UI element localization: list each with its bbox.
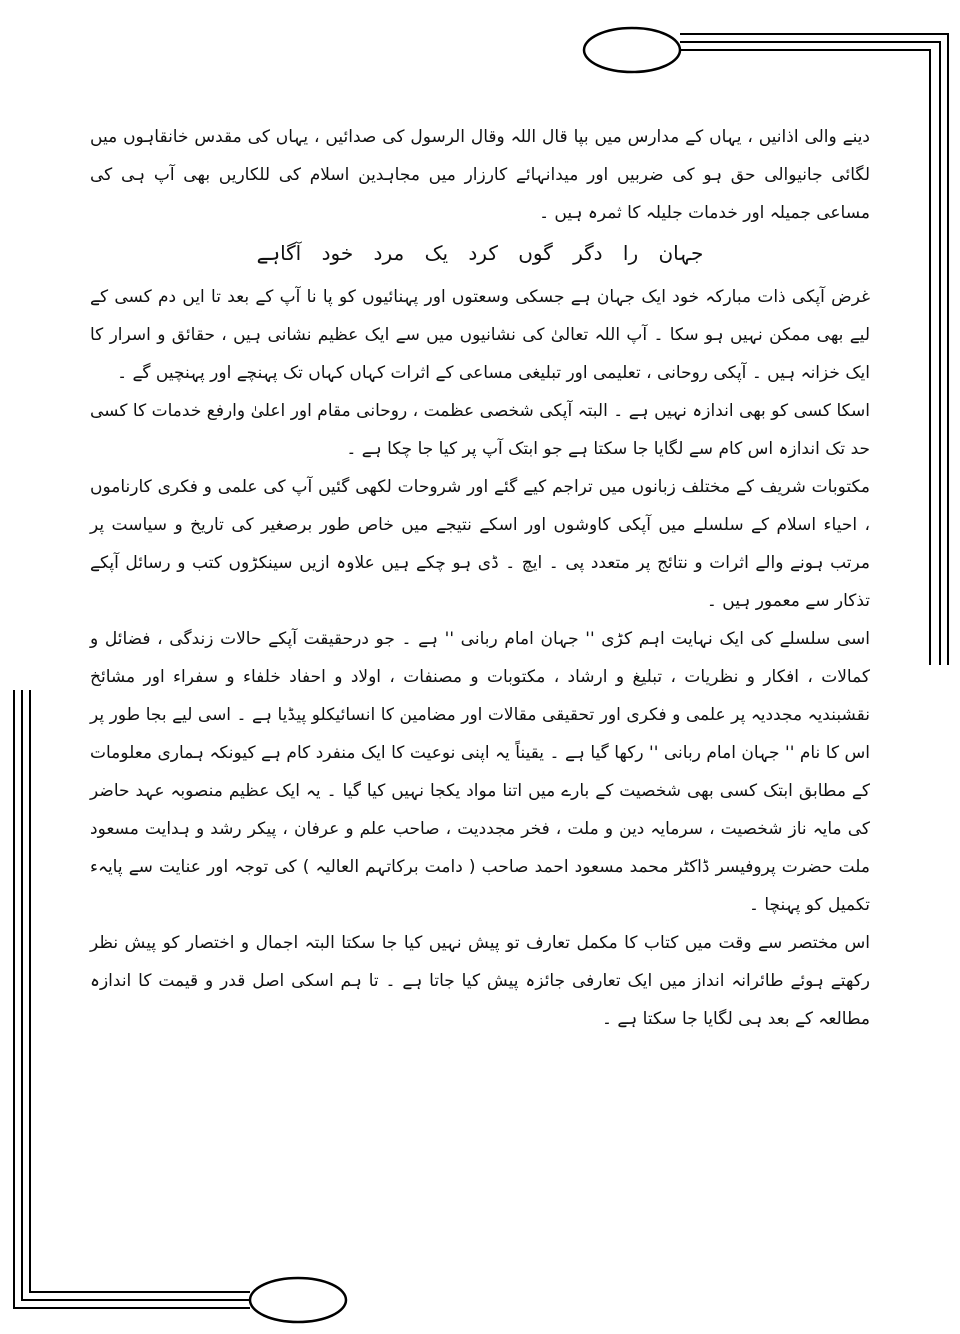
- paragraph-4: مکتوبات شریف کے مختلف زبانوں میں تراجم کیے گئے اور شروحات لکھی گئیں آپ کی علمی و فکری کارناموں ، احیاء اسلام کے سلسلے میں آپکی کاوشوں اور اسکے نتیجے میں خاص طور برصغیر کی تاریخ و سیاست پر مرتب ہونے والے اثرات و نتائج پر متعدد پی ۔ ایچ ۔ ڈی ہو چکے ہیں علاوہ ازیں سینکڑوں کتب و رسائل آپکے تذکار سے معمور ہیں ۔: [90, 477, 870, 611]
- paragraph-2: غرض آپکی ذات مبارکہ خود ایک جہان ہے جسکی وسعتوں اور پہنائیوں کو پا نا آپ کے بعد تا ایں دم کسی کے لیے بھی ممکن نہیں ہو سکا ۔ آپ اللہ تعالیٰ کی نشانیوں میں سے ایک عظیم نشانی ہیں ، حقائق و اسرار کا ایک خزانہ ہیں ۔ آپکی روحانی ، تعلیمی اور تبلیغی مساعی کے اثرات کہاں کہاں تک پہنچے اور پہنچیں گے ۔: [90, 287, 870, 383]
- paragraph-5: اسی سلسلے کی ایک نہایت اہم کڑی '' جہان امام ربانی '' ہے ۔ جو درحقیقت آپکے حالات زندگی ، فضائل و کمالات ، افکار و نظریات ، تبلیغ و ارشاد ، مکتوبات و مصنفات ، اولاد و احفاد خلفاء و سفراء اور مشائخ نقشبندیہ مجددیہ پر علمی و فکری اور تحقیقی مقالات اور مضامین کا انسائیکلو پیڈیا ہے ۔ اسی لیے بجا طور پر اس کا نام '' جہان امام ربانی '' رکھا گیا ہے ۔ یقیناً یہ اپنی نوعیت کا ایک منفرد کام ہے کیونکہ ہماری معلومات کے مطابق ابتک کسی بھی شخصیت کے بارے میں اتنا مواد یکجا نہیں کیا گیا ۔ یہ ایک عظیم منصوبہ عہد حاضر کی مایہ ناز شخصیت ، سرمایہ دین و ملت ، فخر مجددیت ، صاحب علم و عرفان ، پیکر رشد و ہدایت مسعود ملت حضرت پروفیسر ڈاکٹر محمد مسعود احمد صاحب ( دامت برکاتہم العالیہ ) کی توجہ اور عنایت سے پایہء تکمیل کو پہنچا ۔: [90, 629, 870, 915]
- page-body-text: [90, 118, 870, 1038]
- bottom-oval-ornament: [250, 1278, 346, 1322]
- persian-verse: جہان را دگر گوں کرد یک مرد خود آگاہے: [256, 241, 704, 265]
- paragraph-6: اس مختصر سے وقت میں کتاب کا مکمل تعارف تو پیش نہیں کیا جا سکتا البتہ اجمال و اختصار کو پیش نظر رکھتے ہوئے طائرانہ انداز میں ایک تعارفی جائزہ پیش کیا جاتا ہے ۔ تا ہم اسکی اصل قدر و قیمت کا اندازہ مطالعہ کے بعد ہی لگایا جا سکتا ہے ۔: [90, 933, 870, 1029]
- paragraph-1: دینے والی اذانیں ، یہاں کے مدارس میں بپا قال اللہ وقال الرسول کی صدائیں ، یہاں کی مقدس خانقاہوں میں لگائی جانیوالی حق ہو کی ضربیں اور میدانہائے کارزار میں مجاہدین اسلام کی للکاریں بھی آپ ہی کی مساعی جمیلہ اور خدمات جلیلہ کا ثمرہ ہیں ۔: [90, 127, 870, 223]
- top-oval-ornament: [584, 28, 680, 72]
- paragraph-3: اسکا کسی کو بھی اندازہ نہیں ہے ۔ البتہ آپکی شخصی عظمت ، روحانی مقام اور اعلیٰ وارفع خدمات کا کسی حد تک اندازہ اس کام سے لگایا جا سکتا ہے جو ابتک آپ پر کیا جا چکا ہے ۔: [90, 401, 870, 459]
